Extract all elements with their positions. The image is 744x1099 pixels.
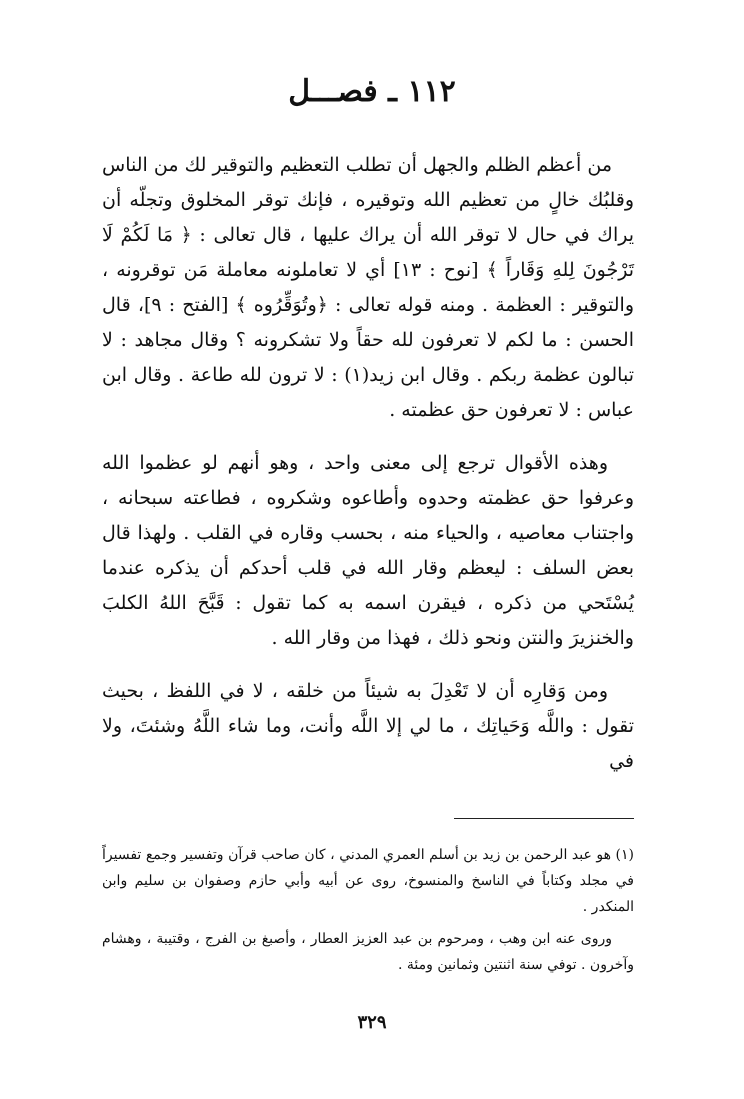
paragraph: وهذه الأقوال ترجع إلى معنى واحد ، وهو أنهم لو عظموا الله وعرفوا حق عظمته وحدوه وأطاعوه وشكروه ، فطاعته سبحانه ، واجتناب معاصيه ، والحياء منه ، بحسب وقاره في القلب . ولهذا قال بعض السلف : ليعظم وقار الله في قلب أحدكم أن يذكره عندما يُسْتَحي من ذكره ، فيقرن اسمه به كما تقول : قَبَّحَ اللهُ الكلبَ والخنزيرَ والنتن ونحو ذلك ، فهذا من وقار الله . — [102, 452, 634, 649]
footnote-divider — [454, 818, 634, 819]
footnote-continuation: وروى عنه ابن وهب ، ومرحوم بن عبد العزيز العطار ، وأصبغ بن الفرج ، وقتيبة ، وهشام وآخرون . توفي سنة اثنتين وثمانين ومئة . — [102, 931, 634, 973]
paragraph: من أعظم الظلم والجهل أن تطلب التعظيم والتوقير لك من الناس وقلبُك خالٍ من تعظيم الله وتوقيره ، فإنك توقر المخلوق وتجلّه أن يراك في حال لا توقر الله أن يراك عليها ، قال تعالى : ﴿ مَا لَكُمْ لَا تَرْجُونَ لِلهِ وَقَاراً ﴾ [نوح : ١٣] أي لا تعاملونه معاملة مَن توقرونه ، والتوقير : العظمة . ومنه قوله تعالى : ﴿وتُوَقِّرُوه ﴾ [الفتح : ٩]، قال الحسن : ما لكم لا تعرفون لله حقاً ولا تشكرونه ؟ وقال مجاهد : لا تبالون عظمة ربكم . وقال ابن زيد(١) : لا ترون لله طاعة . وقال ابن عباس : لا تعرفون حق عظمته . — [102, 154, 634, 421]
paragraph: ومن وَقارِه أن لا تَعْدِلَ به شيئاً من خلقه ، لا في اللفظ ، بحيث تقول : واللَّه وَحَياتِك ، ما لي إلا اللَّه وأنت، وما شاء اللَّهُ وشئتَ، ولا في — [102, 680, 634, 772]
footnotes — [102, 842, 634, 978]
main-text — [102, 148, 634, 797]
footnote: (١) هو عبد الرحمن بن زيد بن أسلم العمري المدني ، كان صاحب قرآن وتفسير وجمع تفسيراً في مجلد وكتاباً في الناسخ والمنسوخ، روى عن أبيه وأبي حازم وصفوان بن سليم وابن المنكدر . — [102, 847, 634, 915]
page-number: ٣٢٩ — [357, 1012, 387, 1033]
chapter-heading: ١١٢ ـ فصـــل — [288, 74, 456, 109]
